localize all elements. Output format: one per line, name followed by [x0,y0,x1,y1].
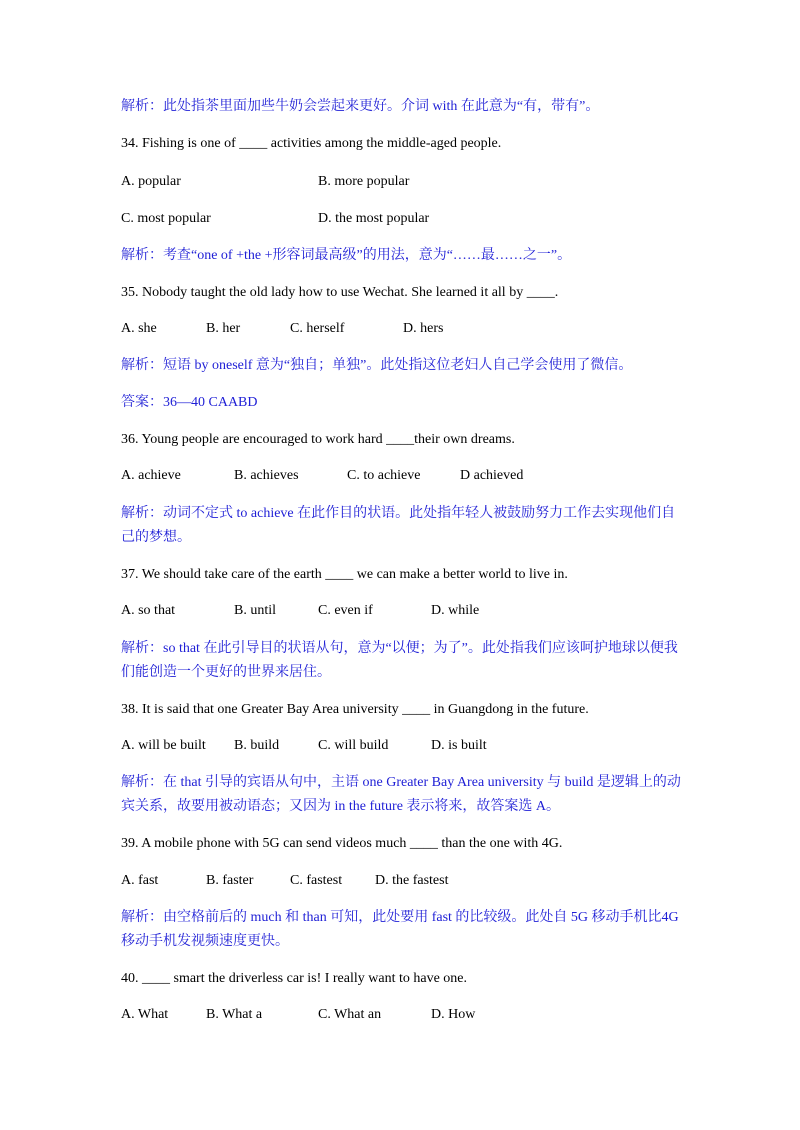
explanation-38: 解析：在 that 引导的宾语从句中，主语 one Greater Bay Area university 与 build 是逻辑上的动宾关系，故要用被动语态；又因为 in the future 表示将来，故答案选 A。 [121,775,681,814]
option-37-a: A. so that [121,603,176,618]
option-37-b: B. until [234,603,277,618]
question-36: 36. Young people are encouraged to work hard ____their own dreams. [121,432,515,447]
option-35-d: D. hers [403,321,444,336]
option-40-d: D. How [431,1007,476,1022]
question-35: 35. Nobody taught the old lady how to use Wechat. She learned it all by ____. [121,285,559,300]
option-40-b: B. What a [206,1007,263,1022]
option-38-c: C. will build [318,738,389,753]
option-35-c: C. herself [290,321,345,336]
option-36-d: D achieved [460,468,524,483]
explanation-34: 解析：考查“one of +the +形容词最高级”的用法，意为“……最……之一”。 [121,248,572,263]
option-38-a: A. will be built [121,738,206,753]
option-39-d: D. the fastest [375,873,449,888]
question-39: 39. A mobile phone with 5G can send videos much ____ than the one with 4G. [121,836,563,851]
question-38: 38. It is said that one Greater Bay Area university ____ in Guangdong in the future. [121,702,589,717]
option-39-a: A. fast [121,873,159,888]
option-35-b: B. her [206,321,241,336]
explanation-36: 解析：动词不定式 to achieve 在此作目的状语。此处指年轻人被鼓励努力工作去实现他们自己的梦想。 [121,506,676,545]
option-40-c: C. What an [318,1007,382,1022]
option-34-b: B. more popular [318,174,410,189]
option-34-a: A. popular [121,174,181,189]
option-36-c: C. to achieve [347,468,421,483]
option-37-d: D. while [431,603,480,618]
option-34-c: C. most popular [121,211,211,226]
question-34: 34. Fishing is one of ____ activities among the middle-aged people. [121,136,502,151]
answer-key: 答案：36—40 CAABD [121,395,258,410]
option-39-c: C. fastest [290,873,343,888]
explanation-33: 解析：此处指茶里面加些牛奶会尝起来更好。介词 with 在此意为“有，带有”。 [121,99,600,114]
explanation-35: 解析：短语 by oneself 意为“独自；单独”。此处指这位老妇人自己学会使用了微信。 [121,358,633,373]
option-34-d: D. the most popular [318,211,430,226]
option-39-b: B. faster [206,873,254,888]
question-37: 37. We should take care of the earth ____ we can make a better world to live in. [121,567,568,582]
option-37-c: C. even if [318,603,373,618]
option-36-b: B. achieves [234,468,299,483]
option-40-a: A. What [121,1007,169,1022]
explanation-37: 解析：so that 在此引导目的状语从句，意为“以便；为了”。此处指我们应该呵护地球以便我们能创造一个更好的世界来居住。 [121,641,678,680]
question-40: 40. ____ smart the driverless car is! I really want to have one. [121,971,468,986]
option-35-a: A. she [121,321,157,336]
option-36-a: A. achieve [121,468,181,483]
explanation-39: 解析：由空格前后的 much 和 than 可知，此处要用 fast 的比较级。此处自 5G 移动手机比4G 移动手机发视频速度更快。 [121,910,679,949]
option-38-b: B. build [234,738,280,753]
option-38-d: D. is built [431,738,487,753]
